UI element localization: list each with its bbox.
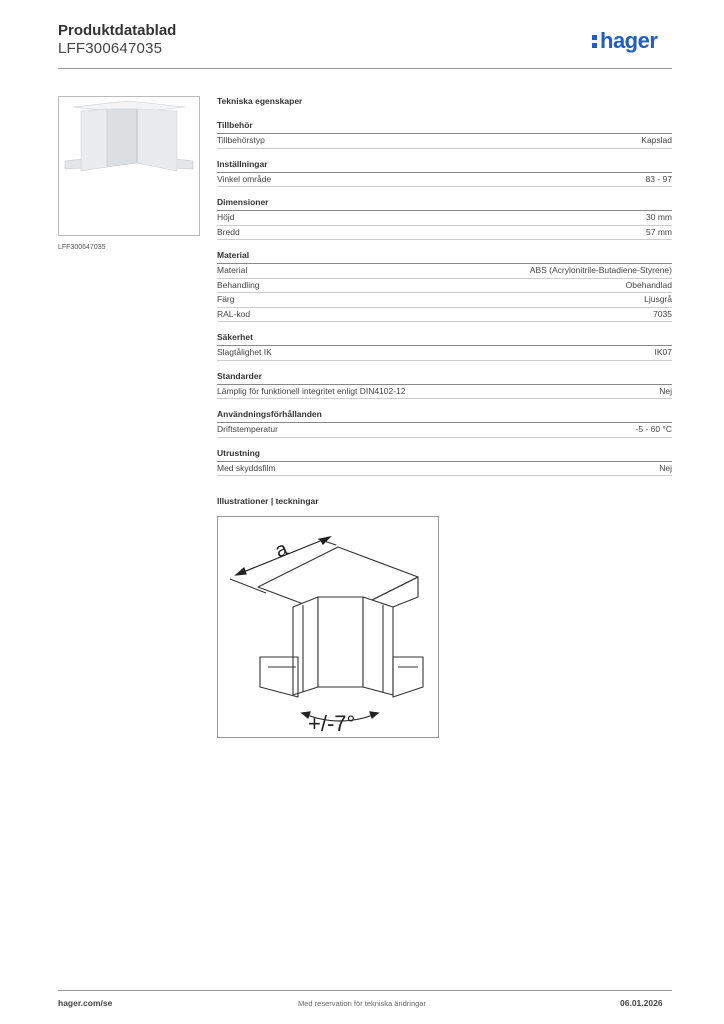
spec-group-title: Utrustning	[217, 448, 672, 462]
technical-drawing	[217, 516, 439, 738]
spec-value: Ljusgrå	[644, 294, 672, 304]
spec-row	[217, 308, 672, 323]
logo-text: hager	[600, 28, 658, 53]
spec-value: Nej	[659, 462, 672, 473]
spec-group-sakerhet	[217, 332, 672, 361]
spec-value: Nej	[659, 385, 672, 396]
footer-divider	[58, 990, 672, 991]
product-number: LFF300647035	[58, 40, 163, 57]
spec-group-dimensioner	[217, 197, 672, 240]
header-divider	[58, 68, 672, 69]
spec-table	[217, 96, 672, 476]
spec-label: Driftstemperatur	[217, 424, 278, 434]
spec-row	[217, 293, 672, 308]
dimension-label-a: a	[272, 537, 291, 563]
spec-label: Material	[217, 265, 248, 275]
spec-group-title: Standarder	[217, 371, 672, 385]
spec-value: Kapslad	[641, 135, 672, 145]
spec-row	[217, 346, 672, 361]
product-image	[58, 96, 200, 236]
logo-colon-icon	[592, 32, 598, 48]
spec-label: Slagtålighet IK	[217, 347, 272, 357]
spec-row	[217, 264, 672, 279]
spec-label: Tillbehörstyp	[217, 135, 265, 145]
spec-value: 30 mm	[646, 212, 672, 222]
spec-label: Lämplig för funktionell integritet enligt DIN4102-12	[217, 385, 406, 396]
spec-row	[217, 279, 672, 294]
spec-row	[217, 423, 672, 438]
spec-value: ABS (Acrylonitrile-Butadiene-Styrene)	[529, 265, 672, 275]
spec-group-title: Inställningar	[217, 159, 672, 173]
spec-label: Med skyddsfilm	[217, 462, 276, 473]
spec-group-title: Användningsförhållanden	[217, 409, 672, 423]
spec-label: Vinkel område	[217, 173, 272, 184]
angle-label: +/-7°	[308, 711, 356, 736]
spec-group-title: Dimensioner	[217, 197, 672, 211]
footer-website: hager.com/se	[58, 998, 113, 1008]
spec-group-material	[217, 250, 672, 322]
spec-group-tillbehor	[217, 120, 672, 149]
spec-label: RAL-kod	[217, 308, 251, 319]
spec-group-utrustning	[217, 448, 672, 477]
spec-label: Höjd	[217, 212, 235, 222]
spec-value: Obehandlad	[625, 279, 672, 290]
spec-row	[217, 173, 672, 188]
page-title: Produktdatablad	[58, 22, 177, 39]
spec-row	[217, 134, 672, 149]
spec-row	[217, 211, 672, 226]
footer-date: 06.01.2026	[620, 998, 663, 1008]
spec-value: 57 mm	[646, 226, 672, 237]
spec-group-installningar	[217, 159, 672, 188]
spec-label: Bredd	[217, 226, 240, 237]
spec-row	[217, 226, 672, 241]
spec-row	[217, 385, 672, 400]
spec-group-title: Säkerhet	[217, 332, 672, 346]
spec-row	[217, 462, 672, 477]
product-image-caption: LFF300647035	[58, 244, 106, 251]
spec-value: 7035	[653, 308, 672, 319]
spec-group-title: Material	[217, 250, 672, 264]
illustrations-title: Illustrationer | teckningar	[217, 496, 319, 506]
footer-disclaimer: Med reservation för tekniska ändringar	[298, 999, 426, 1008]
spec-value: -5 - 60 °C	[635, 424, 672, 434]
spec-group-title: Tillbehör	[217, 120, 672, 134]
spec-group-standarder	[217, 371, 672, 400]
spec-label: Färg	[217, 294, 235, 304]
hager-logo	[592, 28, 657, 54]
spec-label: Behandling	[217, 279, 260, 290]
spec-group-anvandningsforhallanden	[217, 409, 672, 438]
spec-table-title: Tekniska egenskaper	[217, 96, 303, 106]
spec-value: IK07	[654, 347, 672, 357]
spec-value: 83 - 97	[645, 173, 672, 184]
